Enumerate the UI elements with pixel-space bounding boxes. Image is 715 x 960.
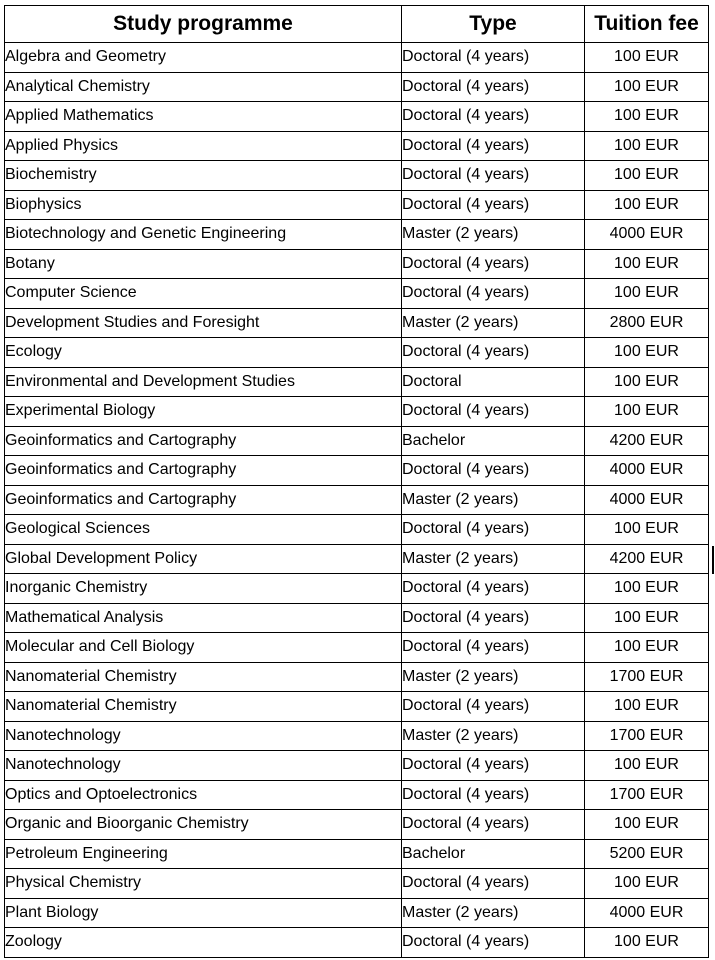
cell-study-programme: Zoology bbox=[5, 928, 402, 958]
cell-study-programme: Ecology bbox=[5, 338, 402, 368]
table-row bbox=[5, 515, 709, 545]
table-row bbox=[5, 751, 709, 781]
table-row bbox=[5, 308, 709, 338]
cell-type: Doctoral (4 years) bbox=[402, 249, 585, 279]
cell-study-programme: Geoinformatics and Cartography bbox=[5, 426, 402, 456]
table-row bbox=[5, 692, 709, 722]
tuition-fee-table bbox=[4, 5, 709, 958]
cell-study-programme: Applied Mathematics bbox=[5, 102, 402, 132]
table-row bbox=[5, 869, 709, 899]
cell-study-programme: Experimental Biology bbox=[5, 397, 402, 427]
cell-tuition-fee: 100 EUR bbox=[585, 810, 709, 840]
cell-study-programme: Computer Science bbox=[5, 279, 402, 309]
table-row bbox=[5, 633, 709, 663]
cell-tuition-fee: 100 EUR bbox=[585, 338, 709, 368]
cell-study-programme: Geoinformatics and Cartography bbox=[5, 456, 402, 486]
cell-study-programme: Applied Physics bbox=[5, 131, 402, 161]
cell-tuition-fee: 4000 EUR bbox=[585, 220, 709, 250]
table-row bbox=[5, 338, 709, 368]
cell-tuition-fee: 100 EUR bbox=[585, 161, 709, 191]
cell-type: Master (2 years) bbox=[402, 662, 585, 692]
table-row bbox=[5, 220, 709, 250]
table-row bbox=[5, 131, 709, 161]
cell-type: Doctoral (4 years) bbox=[402, 869, 585, 899]
cell-tuition-fee: 100 EUR bbox=[585, 131, 709, 161]
cell-tuition-fee: 4000 EUR bbox=[585, 456, 709, 486]
cell-type: Doctoral (4 years) bbox=[402, 515, 585, 545]
cell-study-programme: Inorganic Chemistry bbox=[5, 574, 402, 604]
cell-type: Doctoral (4 years) bbox=[402, 633, 585, 663]
cell-tuition-fee: 100 EUR bbox=[585, 751, 709, 781]
cell-type: Doctoral (4 years) bbox=[402, 338, 585, 368]
header-study-programme: Study programme bbox=[5, 6, 402, 43]
table-row bbox=[5, 279, 709, 309]
cell-type: Bachelor bbox=[402, 839, 585, 869]
cell-study-programme: Nanotechnology bbox=[5, 751, 402, 781]
cell-study-programme: Global Development Policy bbox=[5, 544, 402, 574]
table-row bbox=[5, 898, 709, 928]
cell-type: Master (2 years) bbox=[402, 485, 585, 515]
cell-type: Doctoral (4 years) bbox=[402, 603, 585, 633]
cell-tuition-fee: 100 EUR bbox=[585, 43, 709, 73]
table-row bbox=[5, 397, 709, 427]
cell-study-programme: Organic and Bioorganic Chemistry bbox=[5, 810, 402, 840]
cell-type: Doctoral (4 years) bbox=[402, 574, 585, 604]
cell-study-programme: Analytical Chemistry bbox=[5, 72, 402, 102]
cell-tuition-fee: 100 EUR bbox=[585, 190, 709, 220]
cell-tuition-fee: 5200 EUR bbox=[585, 839, 709, 869]
table-row bbox=[5, 426, 709, 456]
cell-study-programme: Molecular and Cell Biology bbox=[5, 633, 402, 663]
table-row bbox=[5, 574, 709, 604]
cell-type: Doctoral (4 years) bbox=[402, 161, 585, 191]
cell-study-programme: Mathematical Analysis bbox=[5, 603, 402, 633]
cell-tuition-fee: 100 EUR bbox=[585, 279, 709, 309]
cell-tuition-fee: 100 EUR bbox=[585, 397, 709, 427]
table-row bbox=[5, 662, 709, 692]
cell-tuition-fee: 100 EUR bbox=[585, 72, 709, 102]
cell-study-programme: Geoinformatics and Cartography bbox=[5, 485, 402, 515]
header-type: Type bbox=[402, 6, 585, 43]
cell-study-programme: Physical Chemistry bbox=[5, 869, 402, 899]
table-row bbox=[5, 456, 709, 486]
cell-type: Doctoral (4 years) bbox=[402, 751, 585, 781]
cell-type: Doctoral (4 years) bbox=[402, 131, 585, 161]
cell-study-programme: Development Studies and Foresight bbox=[5, 308, 402, 338]
cell-tuition-fee: 2800 EUR bbox=[585, 308, 709, 338]
header-tuition-fee: Tuition fee bbox=[585, 6, 709, 43]
table-row bbox=[5, 810, 709, 840]
table-body bbox=[5, 43, 709, 958]
cell-tuition-fee: 1700 EUR bbox=[585, 662, 709, 692]
table-row bbox=[5, 161, 709, 191]
table-row bbox=[5, 721, 709, 751]
cell-study-programme: Optics and Optoelectronics bbox=[5, 780, 402, 810]
table-row bbox=[5, 102, 709, 132]
cell-tuition-fee: 100 EUR bbox=[585, 367, 709, 397]
table-row bbox=[5, 249, 709, 279]
cell-tuition-fee: 100 EUR bbox=[585, 869, 709, 899]
cell-study-programme: Biophysics bbox=[5, 190, 402, 220]
cell-tuition-fee: 100 EUR bbox=[585, 102, 709, 132]
cell-study-programme: Nanomaterial Chemistry bbox=[5, 662, 402, 692]
cell-type: Doctoral (4 years) bbox=[402, 190, 585, 220]
cell-study-programme: Environmental and Development Studies bbox=[5, 367, 402, 397]
cell-type: Doctoral (4 years) bbox=[402, 102, 585, 132]
cell-type: Doctoral (4 years) bbox=[402, 397, 585, 427]
table-row bbox=[5, 72, 709, 102]
cell-tuition-fee: 4000 EUR bbox=[585, 898, 709, 928]
table-row bbox=[5, 928, 709, 958]
cell-type: Doctoral (4 years) bbox=[402, 692, 585, 722]
cell-study-programme: Petroleum Engineering bbox=[5, 839, 402, 869]
cell-type: Doctoral bbox=[402, 367, 585, 397]
header-row bbox=[5, 6, 709, 43]
table-row bbox=[5, 780, 709, 810]
cell-study-programme: Algebra and Geometry bbox=[5, 43, 402, 73]
table-row bbox=[5, 544, 709, 574]
cell-type: Doctoral (4 years) bbox=[402, 43, 585, 73]
table-row bbox=[5, 367, 709, 397]
cell-type: Bachelor bbox=[402, 426, 585, 456]
cell-tuition-fee: 100 EUR bbox=[585, 692, 709, 722]
cell-study-programme: Plant Biology bbox=[5, 898, 402, 928]
table-row bbox=[5, 190, 709, 220]
cell-study-programme: Nanotechnology bbox=[5, 721, 402, 751]
cell-tuition-fee: 4000 EUR bbox=[585, 485, 709, 515]
table-header bbox=[5, 6, 709, 43]
cell-study-programme: Biotechnology and Genetic Engineering bbox=[5, 220, 402, 250]
cell-tuition-fee: 100 EUR bbox=[585, 574, 709, 604]
cell-tuition-fee: 1700 EUR bbox=[585, 780, 709, 810]
cell-study-programme: Botany bbox=[5, 249, 402, 279]
cell-tuition-fee: 100 EUR bbox=[585, 515, 709, 545]
cell-type: Master (2 years) bbox=[402, 898, 585, 928]
cell-type: Master (2 years) bbox=[402, 544, 585, 574]
cell-type: Doctoral (4 years) bbox=[402, 928, 585, 958]
cell-type: Master (2 years) bbox=[402, 308, 585, 338]
cell-study-programme: Geological Sciences bbox=[5, 515, 402, 545]
cell-study-programme: Biochemistry bbox=[5, 161, 402, 191]
table-row bbox=[5, 839, 709, 869]
cell-type: Master (2 years) bbox=[402, 220, 585, 250]
cell-type: Master (2 years) bbox=[402, 721, 585, 751]
cell-tuition-fee: 100 EUR bbox=[585, 633, 709, 663]
table-row bbox=[5, 43, 709, 73]
cell-type: Doctoral (4 years) bbox=[402, 279, 585, 309]
cell-type: Doctoral (4 years) bbox=[402, 72, 585, 102]
cell-tuition-fee: 1700 EUR bbox=[585, 721, 709, 751]
cell-type: Doctoral (4 years) bbox=[402, 810, 585, 840]
cell-type: Doctoral (4 years) bbox=[402, 780, 585, 810]
edge-mark bbox=[712, 546, 714, 574]
table-row bbox=[5, 603, 709, 633]
cell-tuition-fee: 100 EUR bbox=[585, 249, 709, 279]
cell-study-programme: Nanomaterial Chemistry bbox=[5, 692, 402, 722]
cell-tuition-fee: 100 EUR bbox=[585, 603, 709, 633]
table-row bbox=[5, 485, 709, 515]
cell-type: Doctoral (4 years) bbox=[402, 456, 585, 486]
cell-tuition-fee: 100 EUR bbox=[585, 928, 709, 958]
cell-tuition-fee: 4200 EUR bbox=[585, 544, 709, 574]
cell-tuition-fee: 4200 EUR bbox=[585, 426, 709, 456]
